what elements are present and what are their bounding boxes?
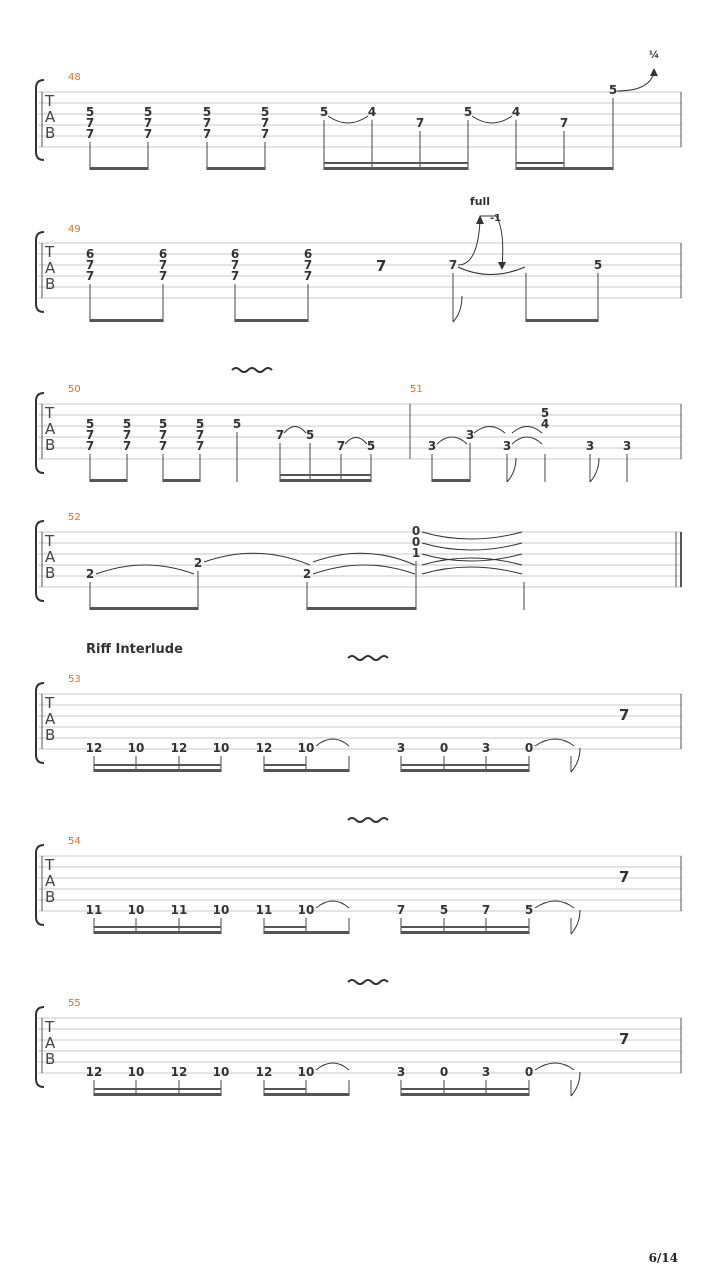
- fret-number: 6: [230, 247, 240, 261]
- fret-number: 10: [127, 903, 145, 917]
- fret-number: 5: [319, 105, 329, 119]
- tab-system-3: [36, 368, 682, 482]
- tab-letter-t: T: [45, 1018, 55, 1036]
- fret-number: 5: [202, 105, 212, 119]
- fret-number: 11: [170, 903, 188, 917]
- fret-number: 10: [127, 1065, 145, 1079]
- tab-system-4: [36, 512, 682, 610]
- fret-number: 3: [585, 439, 595, 453]
- fret-number: 11: [85, 903, 103, 917]
- vibrato-icon: [232, 368, 272, 372]
- fret-number: 1: [411, 546, 421, 560]
- fret-number: 5: [608, 83, 618, 97]
- tab-letter-a: A: [45, 420, 56, 438]
- measure-number-55: 55: [68, 998, 81, 1009]
- tab-system-6: [36, 818, 682, 934]
- tab-letter-a: A: [45, 1034, 56, 1052]
- fret-number: 7: [260, 127, 270, 141]
- tab-letter-b: B: [45, 1050, 56, 1068]
- fret-number: 5: [232, 417, 242, 431]
- fret-number: 0: [524, 1065, 534, 1079]
- fret-number: 3: [465, 428, 475, 442]
- eighth-rest: 7: [619, 706, 630, 724]
- fret-number: 5: [593, 258, 603, 272]
- fret-number: 7: [122, 439, 132, 453]
- fret-number: 10: [212, 741, 230, 755]
- tab-letter-t: T: [45, 694, 55, 712]
- staff-lines: [38, 243, 682, 298]
- tab-letter-t: T: [45, 856, 55, 874]
- tab-letter-b: B: [45, 726, 56, 744]
- fret-number: 7: [85, 258, 95, 272]
- fret-number: 7: [122, 428, 132, 442]
- fret-number: 10: [297, 1065, 315, 1079]
- fret-number: 5: [366, 439, 376, 453]
- fret-number: 7: [481, 903, 491, 917]
- fret-number: 3: [622, 439, 632, 453]
- fret-number: 7: [303, 269, 313, 283]
- tab-letter-b: B: [45, 564, 56, 582]
- fret-number: 7: [85, 116, 95, 130]
- section-label: Riff Interlude: [86, 642, 183, 657]
- fret-number: 7: [230, 258, 240, 272]
- fret-number: 7: [559, 116, 569, 130]
- release-amount: -1: [490, 213, 502, 224]
- fret-number: 12: [255, 1065, 273, 1079]
- fret-number: 3: [396, 1065, 406, 1079]
- fret-number: 0: [411, 524, 421, 538]
- vibrato-icon: [348, 980, 388, 984]
- fret-number: 5: [158, 417, 168, 431]
- eighth-rest: 7: [619, 868, 630, 886]
- fret-number: 2: [193, 556, 203, 570]
- fret-number: 5: [85, 105, 95, 119]
- fret-number: 7: [303, 258, 313, 272]
- measure-number-49: 49: [68, 224, 81, 235]
- fret-number: 7: [85, 439, 95, 453]
- fret-number: 5: [524, 903, 534, 917]
- fret-number: 5: [305, 428, 315, 442]
- tab-letter-b: B: [45, 275, 56, 293]
- tab-letter-a: A: [45, 872, 56, 890]
- staff-lines: [38, 532, 682, 587]
- fret-number: 7: [158, 428, 168, 442]
- vibrato-icon: [348, 818, 388, 822]
- fret-number: 2: [302, 567, 312, 581]
- hammer-on-arc: [345, 438, 367, 445]
- fret-number: 12: [85, 741, 103, 755]
- fret-number: 0: [411, 535, 421, 549]
- fret-number: 5: [122, 417, 132, 431]
- fret-number: 7: [143, 116, 153, 130]
- fret-number: 7: [202, 127, 212, 141]
- fret-number: 6: [158, 247, 168, 261]
- fret-number: 7: [85, 269, 95, 283]
- fret-number: 7: [158, 258, 168, 272]
- fret-number: 10: [212, 903, 230, 917]
- fret-number: 7: [143, 127, 153, 141]
- fret-number: 3: [396, 741, 406, 755]
- fret-number: 5: [85, 417, 95, 431]
- fret-number: 7: [396, 903, 406, 917]
- measure-number-53: 53: [68, 674, 81, 685]
- fret-number: 12: [85, 1065, 103, 1079]
- fret-number: 10: [297, 741, 315, 755]
- fret-number: 12: [170, 1065, 188, 1079]
- tab-system-2: [36, 195, 682, 322]
- measure-number-50: 50: [68, 384, 81, 395]
- fret-number: 7: [85, 127, 95, 141]
- fret-number: 4: [511, 105, 521, 119]
- tab-letter-t: T: [45, 243, 55, 261]
- fret-number: 7: [336, 439, 346, 453]
- bend-amount: full: [469, 195, 491, 208]
- tab-letter-a: A: [45, 710, 56, 728]
- fret-number: 0: [524, 741, 534, 755]
- fret-number: 7: [260, 116, 270, 130]
- vibrato-icon: [348, 656, 388, 660]
- fret-number: 7: [415, 116, 425, 130]
- tab-letter-b: B: [45, 436, 56, 454]
- hammer-pull-arc: [472, 116, 512, 123]
- fret-number: 0: [439, 741, 449, 755]
- tab-system-1: [36, 49, 682, 170]
- fret-number: 0: [439, 1065, 449, 1079]
- tab-system-7: [36, 980, 682, 1096]
- measure-number-48: 48: [68, 72, 81, 83]
- fret-number: 5: [439, 903, 449, 917]
- tab-letter-t: T: [45, 404, 55, 422]
- measure-number-54: 54: [68, 836, 81, 847]
- fret-number: 10: [212, 1065, 230, 1079]
- tab-letter-a: A: [45, 108, 56, 126]
- fret-number: 5: [540, 406, 550, 420]
- fret-number: 2: [85, 567, 95, 581]
- fret-number: 7: [158, 269, 168, 283]
- hammer-on-arc: [284, 427, 306, 434]
- tab-letter-a: A: [45, 548, 56, 566]
- fret-number: 5: [143, 105, 153, 119]
- fret-number: 7: [195, 428, 205, 442]
- fret-number: 7: [195, 439, 205, 453]
- fret-number: 7: [85, 428, 95, 442]
- fret-number: 4: [367, 105, 377, 119]
- fret-number: 3: [481, 741, 491, 755]
- measure-number-51: 51: [410, 384, 423, 395]
- fret-number: 12: [170, 741, 188, 755]
- fret-number: 7: [448, 258, 458, 272]
- tie-arc: [458, 267, 525, 275]
- tab-letter-a: A: [45, 259, 56, 277]
- measure-number-52: 52: [68, 512, 81, 523]
- tab-letter-t: T: [45, 532, 55, 550]
- fret-number: 3: [481, 1065, 491, 1079]
- fret-number: 5: [260, 105, 270, 119]
- fret-number: 3: [502, 439, 512, 453]
- tab-letter-b: B: [45, 124, 56, 142]
- fret-number: 4: [540, 417, 550, 431]
- tab-letter-b: B: [45, 888, 56, 906]
- fret-number: 5: [463, 105, 473, 119]
- fret-number: 3: [427, 439, 437, 453]
- fret-number: 5: [195, 417, 205, 431]
- fret-number: 12: [255, 741, 273, 755]
- tab-letter-t: T: [45, 92, 55, 110]
- eighth-rest-fallback: 7: [376, 257, 387, 275]
- bend-amount: ¼: [648, 50, 660, 61]
- fret-number: 6: [303, 247, 313, 261]
- page-number: 6/14: [648, 1251, 678, 1265]
- fret-number: 6: [85, 247, 95, 261]
- fret-number: 10: [127, 741, 145, 755]
- eighth-rest: 7: [619, 1030, 630, 1048]
- bend-arrow: [617, 72, 654, 91]
- fret-number: 7: [275, 428, 285, 442]
- hammer-pull-arc: [328, 116, 368, 123]
- fret-number: 7: [230, 269, 240, 283]
- fret-number: 10: [297, 903, 315, 917]
- fret-number: 7: [158, 439, 168, 453]
- fret-number: 7: [202, 116, 212, 130]
- staff-lines: [38, 92, 682, 147]
- fret-number: 11: [255, 903, 273, 917]
- tab-system-5: [36, 656, 682, 772]
